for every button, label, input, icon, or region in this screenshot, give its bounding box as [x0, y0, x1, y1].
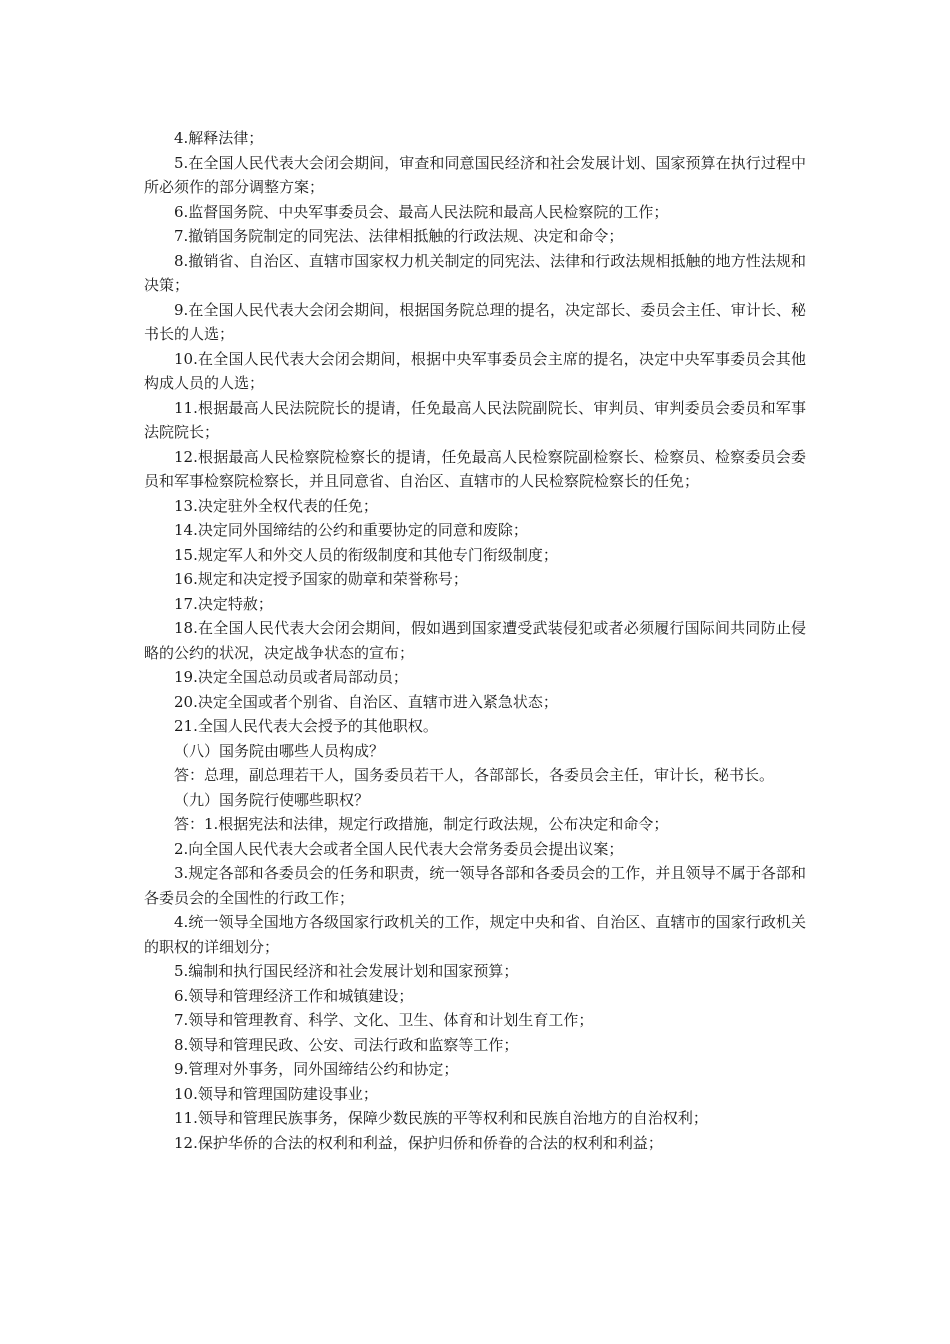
answer-paragraph-9-item-12: 12.保护华侨的合法的权利和利益，保护归侨和侨眷的合法的权利和利益； — [174, 1133, 663, 1152]
answer-paragraph-9-item-10: 10.领导和管理国防建设事业； — [174, 1084, 378, 1103]
paragraph-item-19: 19.决定全国总动员或者局部动员； — [174, 668, 408, 686]
paragraph-item-20: 20.决定全国或者个别省、自治区、直辖市进入紧急状态； — [174, 692, 558, 711]
paragraph-item-14: 14.决定同外国缔结的公约和重要协定的同意和废除； — [174, 521, 528, 539]
answer-paragraph-9-item-9: 9.管理对外事务，同外国缔结公约和协定； — [174, 1060, 459, 1078]
answer-paragraph-9-item-2: 2.向全国人民代表大会或者全国人民代表大会常务委员会提出议案； — [174, 839, 624, 858]
paragraph-item-7: 7.撤销国务院制定的同宪法、法律相抵触的行政法规、决定和命令； — [174, 227, 624, 245]
answer-paragraph-9-item-4: 4.统一领导全国地方各级国家行政机关的工作，规定中央和省、自治区、直辖市的国家行政机关的职权的详细划分； — [144, 913, 806, 956]
answer-paragraph-9-item-6: 6.领导和管理经济工作和城镇建设； — [174, 986, 414, 1005]
question-heading-8: （八）国务院由哪些人员构成？ — [174, 741, 385, 760]
answer-paragraph-9-item-8: 8.领导和管理民政、公安、司法行政和监察等工作； — [174, 1035, 519, 1054]
paragraph-item-18: 18.在全国人民代表大会闭会期间，假如遇到国家遭受武装侵犯或者必须履行国际间共同防止侵略的公约的状况，决定战争状态的宣布； — [144, 619, 806, 662]
answer-paragraph-9-item-7: 7.领导和管理教育、科学、文化、卫生、体育和计划生育工作； — [174, 1011, 594, 1029]
paragraph-item-5: 5.在全国人民代表大会闭会期间，审查和同意国民经济和社会发展计划、国家预算在执行过程中所必须作的部分调整方案； — [144, 153, 806, 196]
answer-paragraph-9-item-5: 5.编制和执行国民经济和社会发展计划和国家预算； — [174, 962, 519, 980]
answer-paragraph-9-item-3: 3.规定各部和各委员会的任务和职责，统一领导各部和各委员会的工作，并且领导不属于各部和各委员会的全国性的行政工作； — [144, 864, 806, 907]
answer-paragraph-9-item-1: 答：1.根据宪法和法律，规定行政措施，制定行政法规，公布决定和命令； — [174, 815, 669, 833]
paragraph-item-15: 15.规定军人和外交人员的衔级制度和其他专门衔级制度； — [174, 545, 558, 564]
answer-paragraph-8: 答：总理，副总理若干人，国务委员若干人，各部部长，各委员会主任，审计长，秘书长。 — [174, 766, 775, 784]
paragraph-item-16: 16.规定和决定授予国家的勋章和荣誉称号； — [174, 570, 468, 588]
paragraph-item-13: 13.决定驻外全权代表的任免； — [174, 496, 378, 515]
paragraph-item-10: 10.在全国人民代表大会闭会期间，根据中央军事委员会主席的提名，决定中央军事委员会其他构成人员的人选； — [144, 349, 806, 392]
paragraph-item-11: 11.根据最高人民法院院长的提请，任免最高人民法院副院长、审判员、审判委员会委员和军事法院院长； — [144, 398, 806, 441]
document-body — [144, 126, 806, 1155]
paragraph-item-21: 21.全国人民代表大会授予的其他职权。 — [174, 717, 438, 735]
paragraph-item-6: 6.监督国务院、中央军事委员会、最高人民法院和最高人民检察院的工作； — [174, 202, 669, 221]
paragraph-item-4: 4.解释法律； — [174, 129, 264, 147]
paragraph-item-9: 9.在全国人民代表大会闭会期间，根据国务院总理的提名，决定部长、委员会主任、审计长、秘书长的人选； — [144, 300, 806, 343]
paragraph-item-8: 8.撤销省、自治区、直辖市国家权力机关制定的同宪法、法律和行政法规相抵触的地方性法规和决策； — [144, 251, 806, 294]
answer-paragraph-9-item-11: 11.领导和管理民族事务，保障少数民族的平等权利和民族自治地方的自治权利； — [174, 1109, 708, 1127]
paragraph-item-12: 12.根据最高人民检察院检察长的提请，任免最高人民检察院副检察长、检察员、检察委员会委员和军事检察院检察长，并且同意省、自治区、直辖市的人民检察院检察长的任免； — [144, 447, 806, 490]
paragraph-item-17: 17.决定特赦； — [174, 594, 273, 613]
question-heading-9: （九）国务院行使哪些职权？ — [174, 790, 370, 809]
